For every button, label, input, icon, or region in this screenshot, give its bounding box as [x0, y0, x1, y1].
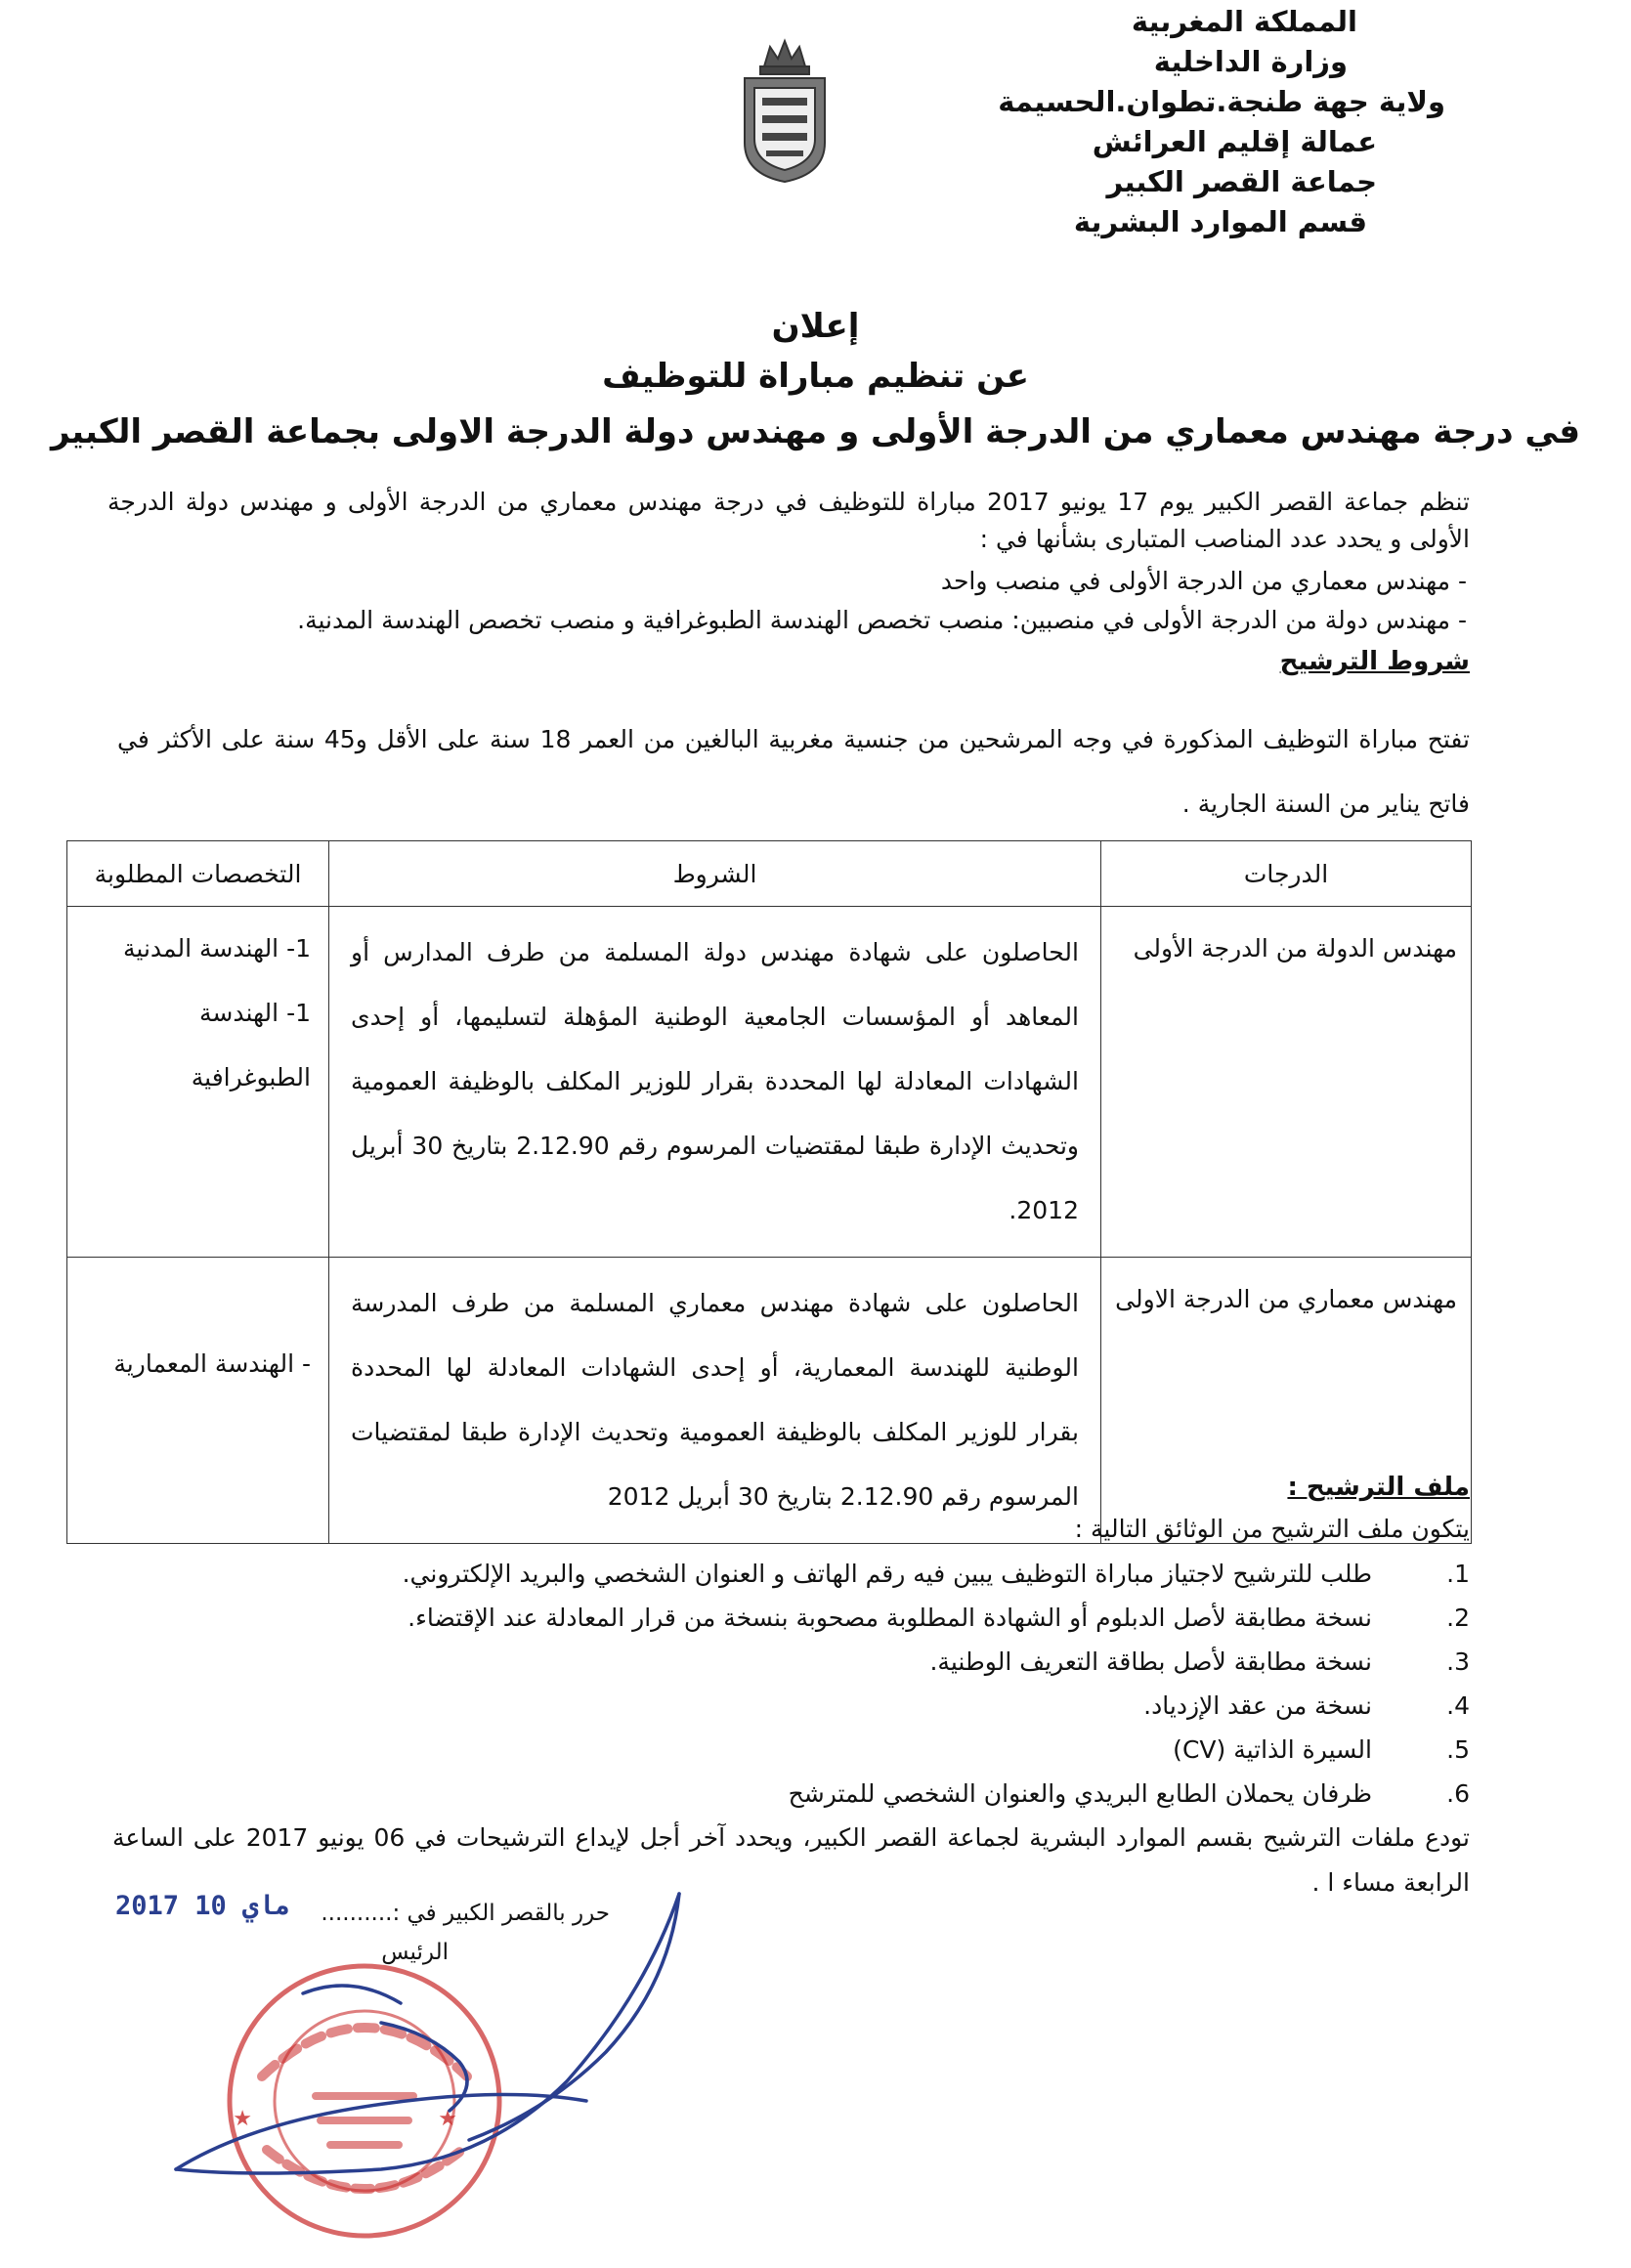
position-item-state-engineer: - مهندس دولة من الدرجة الأولى في منصبين: منصب تخصص الهندسة الطبوغرافية و منصب تخصص الهندسة المدنية. — [297, 606, 1467, 634]
header-line-department: قسم الموارد البشرية — [1073, 205, 1367, 238]
list-item — [403, 1728, 1470, 1772]
item-number: 6. — [1446, 1779, 1470, 1808]
intro-paragraph: تنظم جماعة القصر الكبير يوم 17 يونيو 2017 مباراة للتوظيف في درجة مهندس معماري من الدرجة الأولى و مهندس دولة الدرجة الأولى و يحدد عدد المناصب المتبارى بشأنها في : — [107, 488, 1470, 553]
item-number: 5. — [1446, 1735, 1470, 1764]
item-text: طلب للترشيح لاجتياز مباراة التوظيف يبين فيه رقم الهاتف و العنوان الشخصي والبريد الإلكتروني. — [402, 1560, 1372, 1588]
positions-list — [195, 562, 1467, 640]
president-label: الرئيس — [381, 1940, 449, 1965]
list-item — [403, 1772, 1470, 1816]
header-specialties: التخصصات المطلوبة — [67, 841, 329, 907]
item-text: نسخة من عقد الإزدياد. — [1143, 1691, 1372, 1720]
specialty-item: - الهندسة المعمارية — [113, 1349, 311, 1378]
svg-text:★: ★ — [233, 2107, 252, 2131]
table-row — [67, 907, 1472, 1258]
announcement-titles — [0, 303, 1631, 461]
closing-paragraph: تودع ملفات الترشيح بقسم الموارد البشرية لجماعة القصر الكبير، ويحدد آخر أجل لإيداع الترشيحات في 06 يونيو 2017 على الساعة الرابعة مساء ا . — [112, 1823, 1470, 1897]
documents-list — [403, 1552, 1470, 1816]
header-line-region: ولاية جهة طنجة.تطوان.الحسيمة — [998, 85, 1445, 118]
specialty-item: 1- الهندسة الطبوغرافية — [191, 999, 311, 1091]
title-announcement: إعلان — [771, 307, 860, 346]
royal-crest-icon — [735, 37, 835, 184]
file-subtitle: يتكون ملف الترشيح من الوثائق التالية : — [1074, 1515, 1470, 1543]
item-number: 4. — [1446, 1691, 1470, 1720]
item-text: ظرفان يحملان الطابع البريدي والعنوان الشخصي للمترشح — [788, 1779, 1372, 1808]
requirements-table — [66, 840, 1472, 1544]
item-text: نسخة مطابقة لأصل بطاقة التعريف الوطنية. — [929, 1648, 1372, 1676]
conditions-cell: الحاصلون على شهادة مهندس دولة المسلمة من طرف المدارس أو المعاهد أو المؤسسات الجامعية الوطنية المؤهلة لتسليمها، أو إحدى الشهادات المعادلة لها المحددة بقرار للوزير المكلف بالوظيفة العمومية وتحديث الإدارة طبقا لمقتضيات المرسوم رقم 2.12.90 بتاريخ 30 أبريل 2012. — [329, 907, 1101, 1258]
header-line-ministry: وزارة الداخلية — [1153, 45, 1348, 78]
title-positions: في درجة مهندس معماري من الدرجة الأولى و مهندس دولة الدرجة الاولى بجماعة القصر الكبير — [50, 412, 1581, 451]
issued-at-label: حرر بالقصر الكبير في :.......... — [321, 1901, 610, 1926]
header-line-commune: جماعة القصر الكبير — [1106, 165, 1377, 198]
table-row — [67, 1258, 1472, 1544]
list-item — [403, 1684, 1470, 1728]
list-item — [403, 1640, 1470, 1684]
specialties-cell — [67, 907, 329, 1258]
file-heading: ملف الترشيح : — [1287, 1473, 1470, 1502]
item-number: 3. — [1446, 1648, 1470, 1676]
handwritten-signature-icon — [137, 1876, 723, 2247]
specialty-item: 1- الهندسة المدنية — [123, 934, 311, 963]
header-grade: الدرجات — [1101, 841, 1472, 907]
issuing-authority-header — [998, 2, 1445, 242]
item-number: 2. — [1446, 1604, 1470, 1632]
item-text: السيرة الذاتية (CV) — [1173, 1735, 1372, 1764]
conditions-heading: شروط الترشيح — [1279, 647, 1470, 676]
header-conditions: الشروط — [329, 841, 1101, 907]
svg-text:★: ★ — [438, 2107, 457, 2131]
conditions-cell: الحاصلون على شهادة مهندس معماري المسلمة من طرف المدرسة الوطنية للهندسة المعمارية، أو إحدى الشهادات المعادلة لها المحددة بقرار للوزير المكلف بالوظيفة العمومية وتحديث الإدارة طبقا لمقتضيات المرسوم رقم 2.12.90 بتاريخ 30 أبريل 2012 — [329, 1258, 1101, 1544]
item-number: 1. — [1446, 1560, 1470, 1588]
specialties-cell — [67, 1258, 329, 1544]
table-header-row — [67, 841, 1472, 907]
header-line-kingdom: المملكة المغربية — [1131, 5, 1357, 38]
conditions-text: تفتح مباراة التوظيف المذكورة في وجه المرشحين من جنسية مغربية البالغين من العمر 18 سنة على الأقل و45 سنة على الأكثر في فاتح يناير من السنة الجارية . — [117, 725, 1470, 818]
grade-cell: مهندس معماري من الدرجة الاولى — [1101, 1258, 1472, 1544]
header-line-province: عمالة إقليم العرائش — [1092, 125, 1377, 158]
date-stamp: 2017 ماي 10 — [115, 1891, 290, 1921]
item-text: نسخة مطابقة لأصل الدبلوم أو الشهادة المطلوبة مصحوبة بنسخة من قرار المعادلة عند الإقتضاء. — [408, 1604, 1372, 1632]
grade-cell: مهندس الدولة من الدرجة الأولى — [1101, 907, 1472, 1258]
list-item — [403, 1552, 1470, 1596]
title-competition: عن تنظيم مباراة للتوظيف — [602, 357, 1029, 396]
list-item — [403, 1596, 1470, 1640]
position-item-architect: - مهندس معماري من الدرجة الأولى في منصب واحد — [940, 567, 1467, 595]
